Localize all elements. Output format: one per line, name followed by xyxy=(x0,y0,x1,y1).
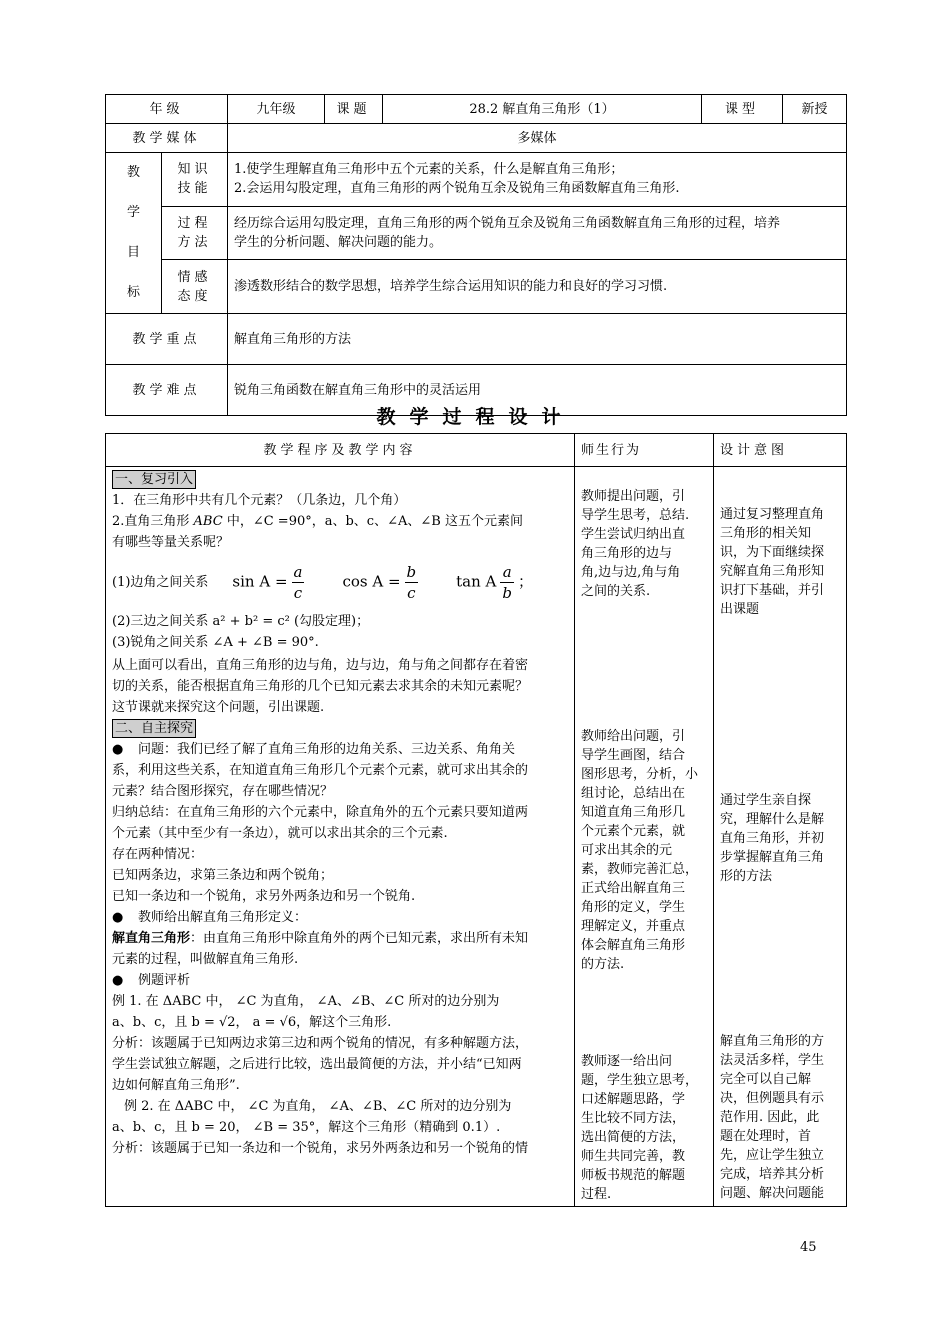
teacher-block-3: 教师逐一给出问 题，学生独立思考， 口述解题思路，学 生比较不同方法， 选出简便的方法， 师生共同完善，教 师板书规范的解题 过程. xyxy=(581,1054,699,1202)
lesson-info-table xyxy=(105,94,847,416)
type-label: 课型 xyxy=(702,95,783,124)
media-value: 多媒体 xyxy=(228,124,847,153)
trig-relations: (1)边角之间关系 sin A = $\frac{a}{c}$ cos A = $\frac{b}{c}$ tan A $\frac{a}{b}$ ； xyxy=(112,562,534,602)
intent-block-3: 解直角三角形的方 法灵活多样，学生 完全可以自己解 决，但例题具有示 范作用. 因此，此 题在处理时，首 先，应让学生独立 完成，培养其分析 问题、解决问题能 xyxy=(720,1034,825,1201)
intent-block-1: 通过复习整理直角 三角形的相关知 识，为下面继续探 究解直角三角形知 识打下基础，并引 出课题 xyxy=(720,507,825,617)
topic-label: 课题 xyxy=(325,95,383,124)
goals-label: 教 学 目 标 xyxy=(106,153,162,314)
goal-process-text: 经历综合运用勾股定理，直角三角形的两个锐角互余及锐角三角函数解直角三角形的过程，培养 学生的分析问题、解决问题的能力。 xyxy=(228,206,847,260)
example-1: 例 1. 在 ΔABC 中， ∠C 为直角， ∠A、∠B、∠C 所对的边分别为 xyxy=(112,994,500,1009)
example-2: 例 2. 在 ΔABC 中， ∠C 为直角， ∠A、∠B、∠C 所对的边分别为 xyxy=(124,1099,512,1114)
bullet-icon: ● xyxy=(112,742,124,757)
goal-attitude-text: 渗透数形结合的数学思想，培养学生综合运用知识的能力和良好的学习习惯. xyxy=(228,260,847,314)
header-content: 教学程序及教学内容 xyxy=(106,434,575,467)
review-q1: 1．在三角形中共有几个元素？（几条边，几个角） xyxy=(112,493,407,508)
intent-block-2: 通过学生亲自探 究，理解什么是解 直角三角形，并初 步掌握解直角三角 形的方法 xyxy=(720,793,825,884)
page-number: 45 xyxy=(800,1240,817,1255)
goal-knowledge-label: 知识 技能 xyxy=(162,153,228,207)
topic-value: 28.2 解直角三角形（1） xyxy=(383,95,702,124)
review-q2: 2.直角三角形 ABC 中，∠C =90°，a、b、c、∠A、∠B 这五个元素间 xyxy=(112,514,523,529)
review-section-title: 一、复习引入 xyxy=(112,470,196,489)
tan-formula: tan A $\frac{a}{b}$ ； xyxy=(456,562,534,602)
difficulty-label: 教学难点 xyxy=(106,365,228,416)
teacher-block-2: 教师给出问题，引 导学生画图，结合 图形思考，分析，小 组讨论，总结出在 知道直角三角形几 个元素个元素，就 可求出其余的元 素，教师完善汇总， 正式给出解直角三 角形的定义，学生 理解定义，并重点 体会解直角三角形 的方法. xyxy=(581,729,699,972)
explore-section-title: 二、自主探究 xyxy=(112,719,196,738)
section-title: 教学过程设计 xyxy=(376,406,575,428)
type-value: 新授 xyxy=(783,95,847,124)
header-teacher: 师生行为 xyxy=(575,434,714,467)
content-cell: 一、复习引入 1．在三角形中共有几个元素？（几条边，几个角） 2.直角三角形 ABC 中，∠C =90°，a、b、c、∠A、∠B 这五个元素间 有哪些等量关系呢？ (1)边角之间关系 sin A = $\frac{a}{c}$ cos A = $\frac{b}{c}$ tan A $\frac{a}{b}$ ； (2)三边之间关系 a² + b² = c² (勾股定理)； (3)锐角之间关系 ∠A + ∠B = 90°. 从上面可以看出，直角三角形的边与角，边与边，角与角之间都存在着密 切的关系，能否根据直角三角形的几个已知元素去求其余的未知元素呢？ 这节课就来探究这个问题，引出课题. 二、自主探究 ● 问题：我们已经了解了直角三角形的边角关系、三边关系、角角关 系，利用这些关系，在知道直角三角形几个元素个元素，就可求出其余的 元素？结合图形探究，存在哪些情况？ 归纳总结：在直角三角形的六个元素中，除直角外的五个元素只要知道两 个元素（其中至少有一条边），就可以求出其余的三个元素. 存在两种情况： 已知两条边，求第三条边和两个锐角； 已知一条边和一个锐角，求另外两条边和另一个锐角. ● 教师给出解直角三角形定义： 解直角三角形：由直角三角形中除直角外的两个已知元素，求出所有未知 元素的过程，叫做解直角三角形. ● 例题评析 例 1. 在 ΔABC 中， ∠C 为直角， ∠A、∠B、∠C 所对的边分别为 a、b、c，且 b = √2， a = √6，解这个三角形. 分析：该题属于已知两边求第三边和两个锐角的情况，有多种解题方法， 学生尝试独立解题，之后进行比较，选出最简便的方法，并小结“已知两 边如何解直角三角形”. 例 2. 在 ΔABC 中， ∠C 为直角， ∠A、∠B、∠C 所对的边分别为 a、b、c，且 b = 20， ∠B = 35°，解这个三角形（精确到 0.1）. 分析：该题属于已知一条边和一个锐角，求另外两条边和另一个锐角的情 xyxy=(106,467,575,1207)
key-point-label: 教学重点 xyxy=(106,314,228,365)
goal-attitude-label: 情感 态度 xyxy=(162,260,228,314)
media-label: 教学媒体 xyxy=(106,124,228,153)
definition: 解直角三角形：由直角三角形中除直角外的两个已知元素，求出所有未知 xyxy=(112,931,529,946)
pythag-relation: (2)三边之间关系 a² + b² = c² (勾股定理)； xyxy=(112,614,370,629)
bullet-icon: ● xyxy=(112,973,124,988)
process-table xyxy=(105,433,847,1207)
sin-formula: sin A = $\frac{a}{c}$ xyxy=(232,562,303,602)
difficulty-value: 锐角三角函数在解直角三角形中的灵活运用 xyxy=(228,365,847,416)
teacher-student-cell xyxy=(575,467,714,1207)
review-q2-cont: 有哪些等量关系呢？ xyxy=(112,535,230,550)
goal-knowledge-text: 1.使学生理解直角三角形中五个元素的关系，什么是解直角三角形； 2.会运用勾股定理，直角三角形的两个锐角互余及锐角三角函数解直角三角形. xyxy=(228,153,847,207)
grade-label: 年级 xyxy=(106,95,228,124)
goal-process-label: 过程 方法 xyxy=(162,206,228,260)
design-intent-cell xyxy=(714,467,847,1207)
grade-value: 九年级 xyxy=(228,95,325,124)
key-point-value: 解直角三角形的方法 xyxy=(228,314,847,365)
cos-formula: cos A = $\frac{b}{c}$ xyxy=(342,562,417,602)
angle-relation: (3)锐角之间关系 ∠A + ∠B = 90°. xyxy=(112,635,319,650)
header-intent: 设计意图 xyxy=(714,434,847,467)
teacher-block-1: 教师提出问题，引 导学生思考，总结. 学生尝试归纳出直 角三角形的边与 角,边与边,角与角 之间的关系. xyxy=(581,489,690,599)
bullet-icon: ● xyxy=(112,910,124,925)
